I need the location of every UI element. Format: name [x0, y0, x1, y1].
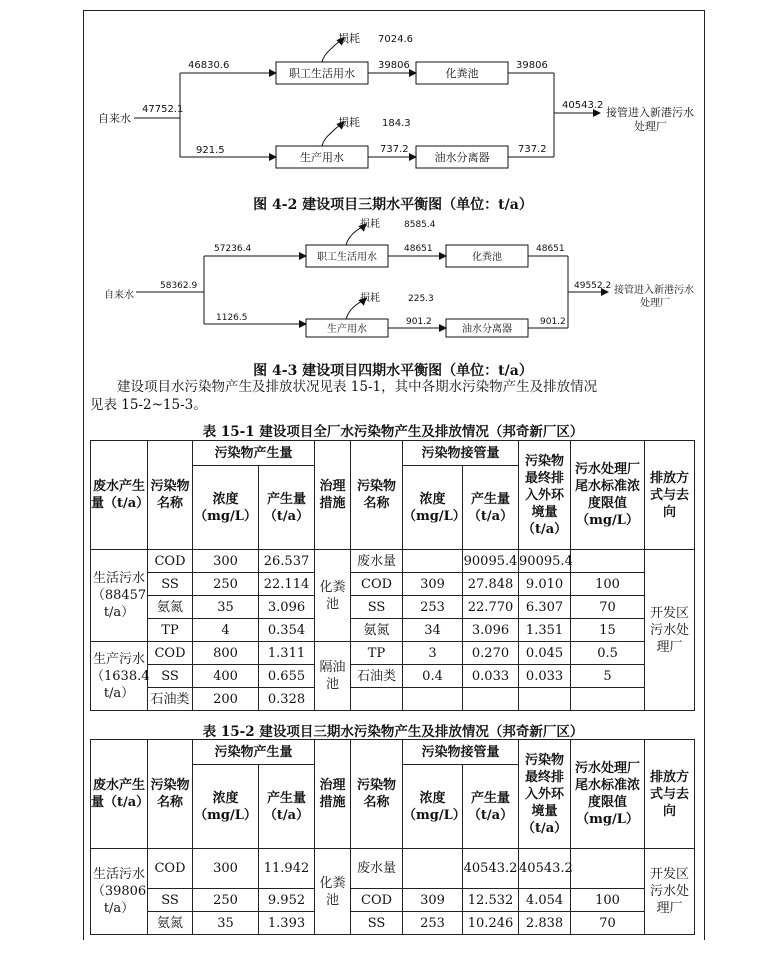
- water-balance-diagram-phase4: [0, 0, 784, 360]
- cell: 15: [571, 619, 645, 642]
- cell: 40543.2: [519, 849, 571, 889]
- cell: 40543.2: [463, 849, 519, 889]
- flow-sep-out: 737.2: [518, 144, 547, 155]
- paragraph-line1: 建设项目水污染物产生及排放状况见表 15-1，其中各期水污染物产生及排放情况: [117, 379, 598, 395]
- cell: 250: [193, 573, 259, 596]
- header-concentration: 浓度（mg/L）: [193, 765, 259, 849]
- cell: 石油类: [148, 688, 193, 711]
- header-destination: 排放方式与去向: [645, 740, 695, 849]
- cell: 1.351: [519, 619, 571, 642]
- loss-value-bottom: 184.3: [382, 118, 411, 129]
- cell: [519, 688, 571, 711]
- destination-line1: 接管进入新港污水: [606, 106, 694, 119]
- header-discharge-group: 污染物接管量: [403, 441, 519, 466]
- cell: COD: [351, 889, 403, 912]
- header-pollutant2: 污染物名称: [351, 441, 403, 550]
- table-15-2: [90, 739, 695, 935]
- box-staff-water: 职工生活用水: [289, 67, 355, 80]
- cell: 2.838: [519, 912, 571, 935]
- header-discharge-group: 污染物接管量: [403, 740, 519, 765]
- paragraph-line2: 见表 15-2~15-3。: [90, 397, 207, 413]
- box-septic-tank: 化粪池: [445, 67, 479, 80]
- cell: 3: [403, 642, 463, 665]
- cell: 200: [193, 688, 259, 711]
- loss-label-top: 损耗: [360, 219, 380, 230]
- box-septic-tank: 化粪池: [472, 252, 502, 263]
- flow-staff-septic: 48651: [404, 244, 433, 254]
- cell: 0.045: [519, 642, 571, 665]
- header-treatment: 治理措施: [315, 740, 351, 849]
- cell: 800: [193, 642, 259, 665]
- table-15-2-title: 表 15-2 建设项目三期水污染物产生及排放情况（邦奇新厂区）: [202, 724, 584, 740]
- cell: 9.952: [259, 889, 315, 912]
- loss-label-top: 损耗: [338, 32, 360, 45]
- cell: 3.096: [259, 596, 315, 619]
- header-concentration2: 浓度（mg/L）: [403, 466, 463, 550]
- table-15-1-title: 表 15-1 建设项目全厂水污染物产生及排放情况（邦奇新厂区）: [202, 424, 584, 440]
- cell: 1.393: [259, 912, 315, 935]
- cell: [403, 688, 463, 711]
- box-oil-separator: 油水分离器: [462, 324, 512, 335]
- merged-flow: 49552.2: [574, 281, 612, 291]
- cell: 309: [403, 573, 463, 596]
- source-flow: 58362.9: [160, 281, 198, 291]
- cell: 氨氮: [148, 596, 193, 619]
- cell: 34: [403, 619, 463, 642]
- cell: 0.655: [259, 665, 315, 688]
- destination-line2: 处理厂: [640, 298, 670, 309]
- cell: 12.532: [463, 889, 519, 912]
- cell: [571, 550, 645, 573]
- cell: [463, 688, 519, 711]
- cell: SS: [148, 889, 193, 912]
- box-production-water: 生产用水: [327, 324, 367, 335]
- cell: 废水量: [351, 550, 403, 573]
- cell: COD: [148, 550, 193, 573]
- cell: 0.4: [403, 665, 463, 688]
- cell: SS: [148, 573, 193, 596]
- cell: 氨氮: [148, 912, 193, 935]
- header-concentration2: 浓度（mg/L）: [403, 765, 463, 849]
- flow-staff-septic: 39806: [378, 60, 410, 71]
- figure-caption-4-2: 图 4-2 建设项目三期水平衡图（单位：t/a）: [253, 197, 533, 213]
- cell: 22.770: [463, 596, 519, 619]
- cell: 石油类: [351, 665, 403, 688]
- cell: SS: [148, 665, 193, 688]
- cell: COD: [148, 642, 193, 665]
- cell: SS: [351, 596, 403, 619]
- cell: 90095.4: [519, 550, 571, 573]
- source-flow: 47752.1: [142, 104, 184, 115]
- cell: TP: [351, 642, 403, 665]
- header-pollutant: 污染物名称: [148, 441, 193, 550]
- cell: 废水量: [351, 849, 403, 889]
- header-wastewater: 废水产生量（t/a）: [91, 740, 148, 849]
- cell: COD: [351, 573, 403, 596]
- header-production-group: 污染物产生量: [193, 740, 315, 765]
- cell: 0.5: [571, 642, 645, 665]
- cell: 300: [193, 849, 259, 889]
- loss-value-bottom: 225.3: [408, 294, 434, 304]
- header-concentration: 浓度（mg/L）: [193, 466, 259, 550]
- cell: 9.010: [519, 573, 571, 596]
- header-production-group: 污染物产生量: [193, 441, 315, 466]
- group-domestic-label: 生活污水（39806 t/a）: [91, 849, 148, 935]
- cell: 70: [571, 912, 645, 935]
- cell: 0.328: [259, 688, 315, 711]
- branch-bottom-flow: 921.5: [196, 145, 225, 156]
- source-label: 自来水: [98, 112, 131, 125]
- header-pollutant: 污染物名称: [148, 740, 193, 849]
- loss-value-top: 7024.6: [378, 34, 413, 45]
- treatment-septic: 化粪池: [315, 849, 351, 935]
- header-final: 污染物最终排入外环境量（t/a）: [519, 740, 571, 849]
- header-wastewater: 废水产生量（t/a）: [91, 441, 148, 550]
- table-15-1: [90, 440, 695, 711]
- cell: 70: [571, 596, 645, 619]
- cell: 100: [571, 889, 645, 912]
- figure-caption-4-3: 图 4-3 建设项目四期水平衡图（单位：t/a）: [253, 363, 533, 379]
- group-production-label: 生产污水（1638.4 t/a）: [91, 642, 148, 711]
- branch-bottom-flow: 1126.5: [216, 313, 248, 323]
- flow-prod-sep: 901.2: [406, 317, 432, 327]
- cell: 90095.4: [463, 550, 519, 573]
- cell: 3.096: [463, 619, 519, 642]
- body-paragraph: [90, 378, 696, 414]
- cell: 253: [403, 912, 463, 935]
- destination-cell: 开发区污水处理厂: [645, 849, 695, 935]
- cell: 0.033: [519, 665, 571, 688]
- cell: TP: [148, 619, 193, 642]
- cell: 4: [193, 619, 259, 642]
- cell: 400: [193, 665, 259, 688]
- group-domestic-label: 生活污水（88457 t/a）: [91, 550, 148, 642]
- header-standard: 污水处理厂尾水标准浓度限值（mg/L）: [571, 441, 645, 550]
- merged-flow: 40543.2: [562, 100, 604, 111]
- cell: 100: [571, 573, 645, 596]
- cell: 1.311: [259, 642, 315, 665]
- header-amount2: 产生量（t/a）: [463, 466, 519, 550]
- box-production-water: 生产用水: [300, 151, 344, 164]
- header-destination: 排放方式与去向: [645, 441, 695, 550]
- cell: [571, 849, 645, 889]
- destination-cell: 开发区污水处理厂: [645, 550, 695, 711]
- cell: 35: [193, 912, 259, 935]
- box-oil-separator: 油水分离器: [434, 151, 490, 164]
- destination-line1: 接管进入新港污水: [614, 285, 694, 296]
- cell: [571, 688, 645, 711]
- header-pollutant2: 污染物名称: [351, 740, 403, 849]
- treatment-oil-trap: 隔油池: [315, 642, 351, 711]
- loss-label-bottom: 损耗: [338, 116, 360, 129]
- flow-prod-sep: 737.2: [380, 144, 409, 155]
- flow-septic-out: 48651: [536, 244, 565, 254]
- header-treatment: 治理措施: [315, 441, 351, 550]
- cell: 0.270: [463, 642, 519, 665]
- cell: 250: [193, 889, 259, 912]
- cell: 22.114: [259, 573, 315, 596]
- cell: COD: [148, 849, 193, 889]
- branch-top-flow: 57236.4: [214, 244, 252, 254]
- cell: [403, 849, 463, 889]
- branch-top-flow: 46830.6: [188, 60, 230, 71]
- cell: 4.054: [519, 889, 571, 912]
- cell: 6.307: [519, 596, 571, 619]
- cell: 309: [403, 889, 463, 912]
- cell: 26.537: [259, 550, 315, 573]
- cell: [403, 550, 463, 573]
- destination-line2: 处理厂: [634, 120, 667, 133]
- flow-septic-out: 39806: [516, 60, 548, 71]
- cell: 10.246: [463, 912, 519, 935]
- cell: [351, 688, 403, 711]
- flow-sep-out: 901.2: [540, 317, 566, 327]
- header-standard: 污水处理厂尾水标准浓度限值（mg/L）: [571, 740, 645, 849]
- cell: 300: [193, 550, 259, 573]
- cell: 27.848: [463, 573, 519, 596]
- loss-value-top: 8585.4: [404, 220, 436, 230]
- loss-label-bottom: 损耗: [360, 293, 380, 304]
- header-amount2: 产生量（t/a）: [463, 765, 519, 849]
- cell: 氨氮: [351, 619, 403, 642]
- header-amount: 产生量（t/a）: [259, 466, 315, 550]
- cell: 11.942: [259, 849, 315, 889]
- cell: 5: [571, 665, 645, 688]
- cell: SS: [351, 912, 403, 935]
- header-amount: 产生量（t/a）: [259, 765, 315, 849]
- source-label: 自来水: [104, 290, 134, 301]
- cell: 253: [403, 596, 463, 619]
- cell: 0.354: [259, 619, 315, 642]
- cell: 0.033: [463, 665, 519, 688]
- header-final: 污染物最终排入外环境量（t/a）: [519, 441, 571, 550]
- cell: 35: [193, 596, 259, 619]
- box-staff-water: 职工生活用水: [317, 252, 377, 263]
- treatment-septic: 化粪池: [315, 550, 351, 642]
